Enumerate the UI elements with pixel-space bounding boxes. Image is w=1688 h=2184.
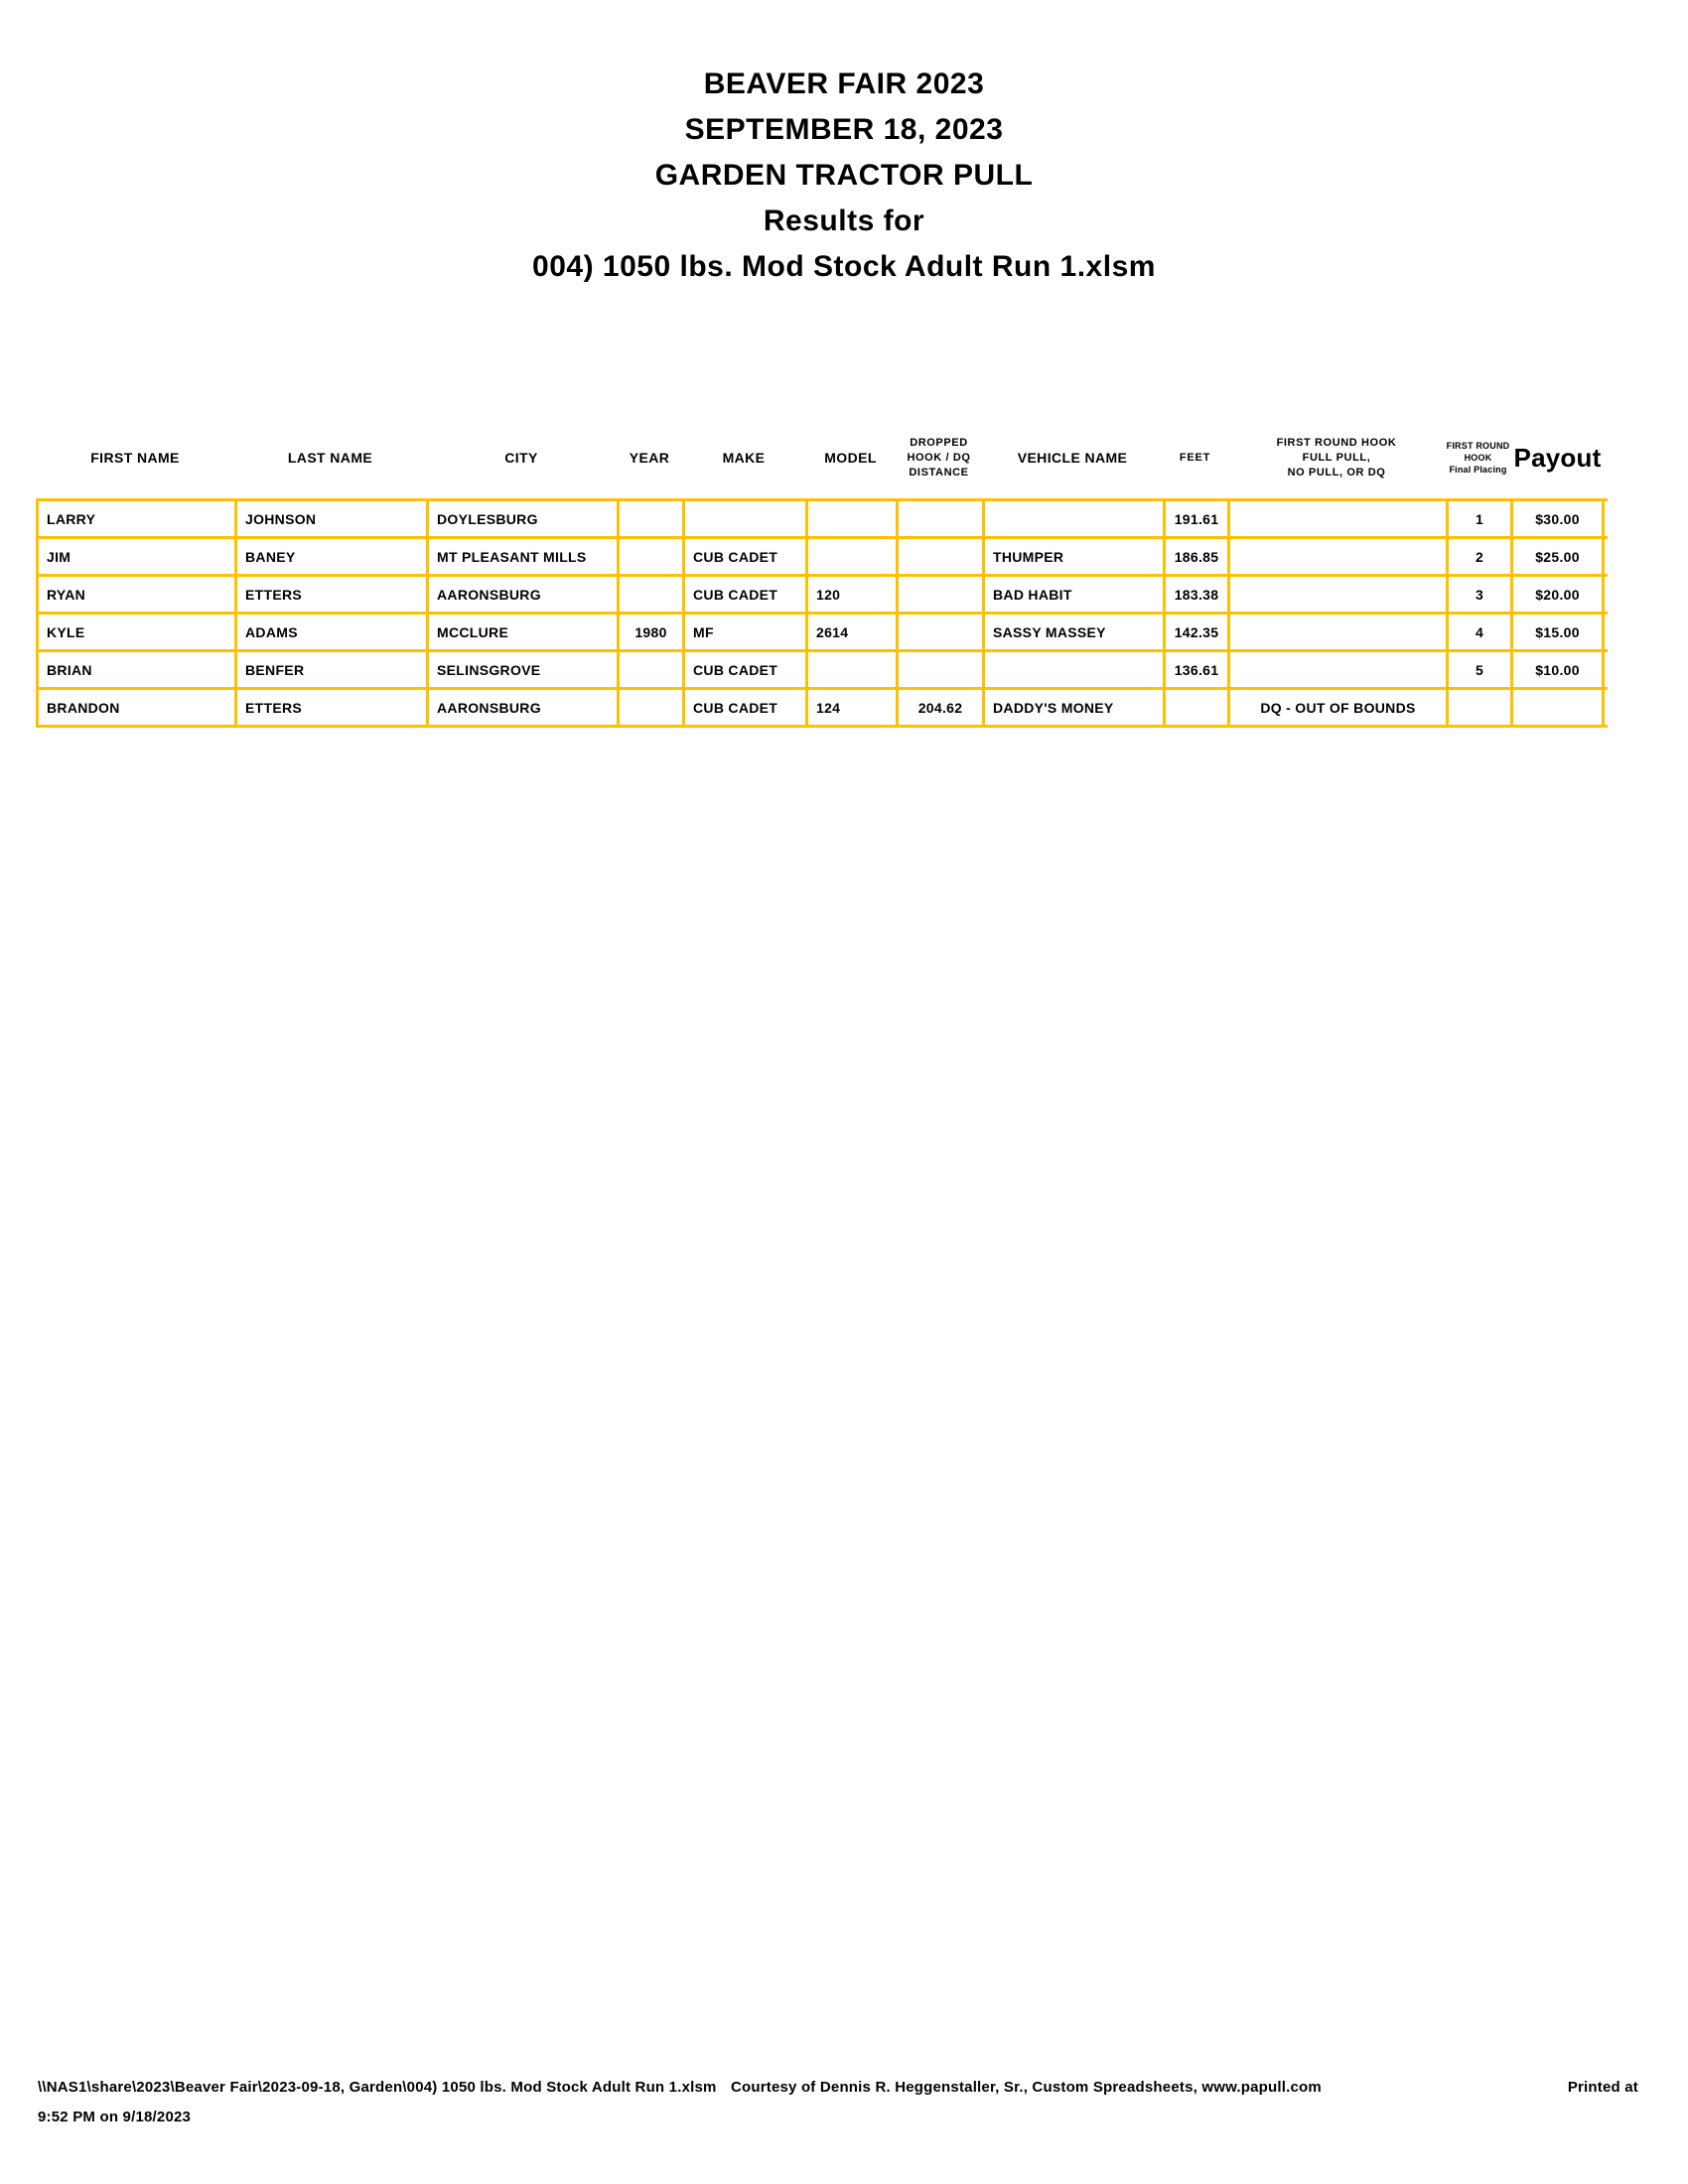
cell-final-placing: 2 — [1446, 539, 1510, 574]
column-header-label: CITY — [504, 450, 538, 466]
cell-first-name: LARRY — [36, 501, 234, 536]
cell-feet: 191.61 — [1163, 501, 1227, 536]
cell-model: 2614 — [805, 614, 896, 649]
column-header-label: Payout — [1513, 442, 1602, 473]
event-type: GARDEN TRACTOR PULL — [654, 159, 1034, 192]
column-header-line: FIRST ROUND — [1446, 441, 1510, 451]
table-body — [36, 498, 1608, 728]
cell-first-name: BRIAN — [36, 652, 234, 687]
cell-vehicle-name: SASSY MASSEY — [982, 614, 1163, 649]
cell-last-name: BANEY — [234, 539, 426, 574]
cell-make: CUB CADET — [682, 652, 805, 687]
column-header-line: HOOK / DQ — [907, 451, 971, 464]
column-header-dropped-distance — [896, 436, 982, 480]
cell-city: MCCLURE — [426, 614, 617, 649]
column-header-city — [426, 450, 617, 466]
cell-model — [805, 501, 896, 536]
cell-last-name: JOHNSON — [234, 501, 426, 536]
cell-dropped-distance — [896, 614, 982, 649]
column-header-label: MAKE — [722, 450, 766, 466]
cell-make — [682, 501, 805, 536]
cell-payout: $20.00 — [1510, 577, 1605, 612]
column-header-year — [617, 450, 682, 466]
cell-last-name: ETTERS — [234, 577, 426, 612]
column-header-line: FULL PULL, — [1302, 451, 1371, 464]
cell-payout: $10.00 — [1510, 652, 1605, 687]
footer-file-path: \\NAS1\share\2023\Beaver Fair\2023-09-18, Garden\004) 1050 lbs. Mod Stock Adult Run 1.xlsm — [38, 2079, 717, 2096]
title-block — [0, 62, 1688, 290]
cell-payout: $30.00 — [1510, 501, 1605, 536]
cell-year — [617, 577, 682, 612]
footer-line-1 — [38, 2077, 1638, 2099]
cell-dropped-distance — [896, 539, 982, 574]
table-row — [36, 501, 1608, 539]
cell-feet: 186.85 — [1163, 539, 1227, 574]
cell-last-name: ADAMS — [234, 614, 426, 649]
event-title: BEAVER FAIR 2023 — [703, 68, 985, 100]
footer-source — [38, 2077, 1322, 2099]
cell-year: 1980 — [617, 614, 682, 649]
page-footer — [38, 2077, 1638, 2128]
cell-dropped-distance — [896, 652, 982, 687]
cell-dropped-distance: 204.62 — [896, 690, 982, 725]
cell-final-placing: 5 — [1446, 652, 1510, 687]
cell-payout: $25.00 — [1510, 539, 1605, 574]
cell-city: DOYLESBURG — [426, 501, 617, 536]
table-row — [36, 577, 1608, 614]
cell-first-round-result — [1227, 577, 1446, 612]
cell-make: CUB CADET — [682, 690, 805, 725]
column-header-label: MODEL — [824, 450, 877, 466]
cell-make: CUB CADET — [682, 539, 805, 574]
cell-final-placing — [1446, 690, 1510, 725]
table-row — [36, 614, 1608, 652]
table-row — [36, 539, 1608, 577]
cell-dropped-distance — [896, 577, 982, 612]
cell-final-placing: 3 — [1446, 577, 1510, 612]
cell-city: AARONSBURG — [426, 690, 617, 725]
cell-last-name: ETTERS — [234, 690, 426, 725]
column-header-last-name — [234, 450, 426, 466]
column-header-vehicle-name — [982, 450, 1163, 466]
cell-make: CUB CADET — [682, 577, 805, 612]
cell-year — [617, 539, 682, 574]
column-header-line: HOOK — [1464, 453, 1492, 463]
cell-make: MF — [682, 614, 805, 649]
results-label: Results for — [763, 205, 925, 237]
table-row — [36, 652, 1608, 690]
cell-vehicle-name — [982, 501, 1163, 536]
column-header-line: DROPPED — [910, 436, 968, 449]
column-header-line: Final Placing — [1449, 465, 1507, 475]
column-header-payout — [1510, 443, 1605, 474]
cell-vehicle-name: BAD HABIT — [982, 577, 1163, 612]
cell-first-round-result — [1227, 501, 1446, 536]
column-header-model — [805, 450, 896, 466]
cell-first-name: RYAN — [36, 577, 234, 612]
column-header-final-placing — [1446, 440, 1510, 476]
event-date: SEPTEMBER 18, 2023 — [684, 113, 1004, 146]
cell-model: 124 — [805, 690, 896, 725]
results-filename: 004) 1050 lbs. Mod Stock Adult Run 1.xlsm — [532, 250, 1156, 283]
results-table — [36, 417, 1608, 728]
column-header-label: FIRST NAME — [90, 450, 180, 466]
cell-payout: $15.00 — [1510, 614, 1605, 649]
cell-feet: 142.35 — [1163, 614, 1227, 649]
footer-courtesy-text: Courtesy of Dennis R. Heggenstaller, Sr., Custom Spreadsheets, www.papull.com — [730, 2079, 1322, 2096]
cell-city: MT PLEASANT MILLS — [426, 539, 617, 574]
cell-year — [617, 652, 682, 687]
column-header-line: NO PULL, OR DQ — [1287, 466, 1386, 478]
column-header-line: FIRST ROUND HOOK — [1276, 436, 1397, 449]
cell-feet: 183.38 — [1163, 577, 1227, 612]
table-header-row — [36, 417, 1608, 498]
cell-vehicle-name: DADDY'S MONEY — [982, 690, 1163, 725]
cell-dropped-distance — [896, 501, 982, 536]
cell-model — [805, 539, 896, 574]
cell-last-name: BENFER — [234, 652, 426, 687]
column-header-first-name — [36, 450, 234, 466]
cell-year — [617, 690, 682, 725]
cell-model: 120 — [805, 577, 896, 612]
column-header-feet — [1163, 452, 1227, 464]
cell-first-name: BRANDON — [36, 690, 234, 725]
cell-final-placing: 1 — [1446, 501, 1510, 536]
cell-vehicle-name — [982, 652, 1163, 687]
cell-first-round-result — [1227, 614, 1446, 649]
cell-payout — [1510, 690, 1605, 725]
cell-feet — [1163, 690, 1227, 725]
cell-first-round-result: DQ - OUT OF BOUNDS — [1227, 690, 1446, 725]
cell-first-round-result — [1227, 652, 1446, 687]
cell-year — [617, 501, 682, 536]
footer-printed-time: 9:52 PM on 9/18/2023 — [38, 2109, 192, 2125]
cell-first-name: JIM — [36, 539, 234, 574]
column-header-label: FEET — [1179, 452, 1211, 464]
cell-city: SELINSGROVE — [426, 652, 617, 687]
cell-final-placing: 4 — [1446, 614, 1510, 649]
footer-printed-label: Printed at — [1567, 2079, 1638, 2096]
column-header-first-round-result — [1227, 436, 1446, 480]
cell-city: AARONSBURG — [426, 577, 617, 612]
column-header-make — [682, 450, 805, 466]
cell-first-name: KYLE — [36, 614, 234, 649]
cell-feet: 136.61 — [1163, 652, 1227, 687]
column-header-label: VEHICLE NAME — [1017, 450, 1128, 466]
table-row — [36, 690, 1608, 728]
cell-vehicle-name: THUMPER — [982, 539, 1163, 574]
column-header-line: DISTANCE — [909, 466, 969, 478]
column-header-label: LAST NAME — [287, 450, 373, 466]
cell-first-round-result — [1227, 539, 1446, 574]
column-header-label: YEAR — [629, 450, 670, 466]
cell-model — [805, 652, 896, 687]
